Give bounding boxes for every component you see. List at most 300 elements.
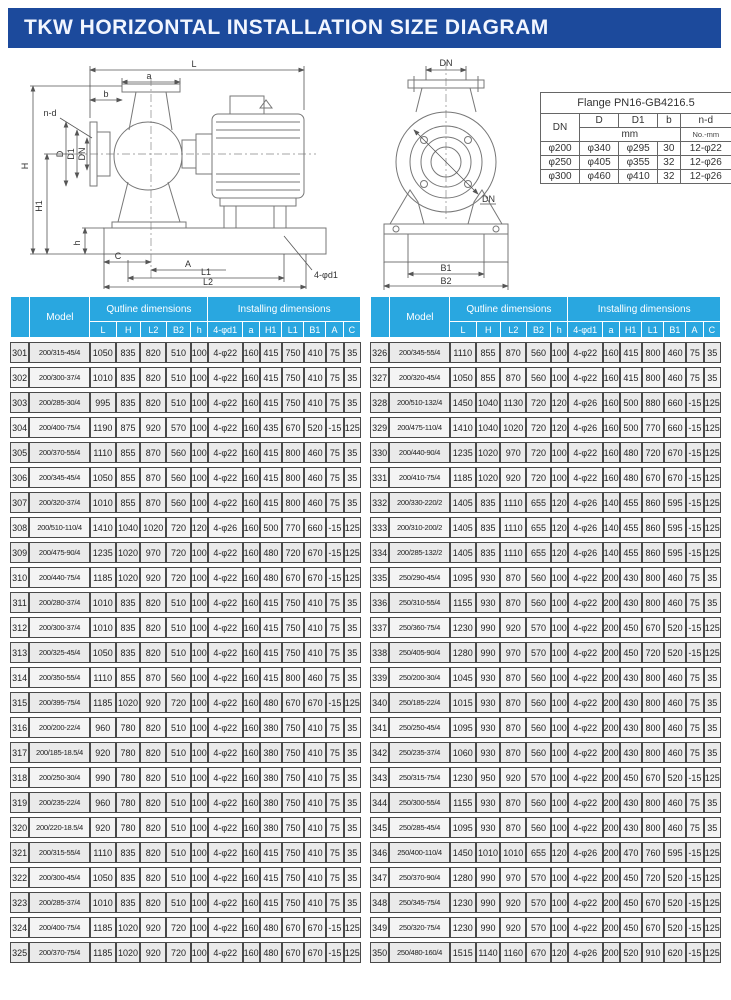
value-cell: 12-φ22 [680, 142, 731, 156]
value-cell: 990 [476, 917, 500, 938]
value-cell: 4-φ22 [208, 892, 243, 913]
value-cell: 960 [90, 717, 116, 738]
value-cell: 380 [260, 792, 282, 813]
table-row [10, 592, 361, 613]
model-cell: 200/280-37/4 [29, 592, 89, 613]
value-cell: -15 [686, 517, 703, 538]
value-cell: 415 [260, 867, 282, 888]
column-header: a [242, 322, 259, 338]
value-cell: 920 [140, 917, 166, 938]
value-cell: 1050 [90, 642, 116, 663]
value-cell: 855 [116, 667, 140, 688]
table-right-body-table [370, 338, 721, 967]
model-cell: 200/315-45/4 [29, 342, 89, 363]
value-cell: 960 [90, 792, 116, 813]
value-cell: 1020 [116, 542, 140, 563]
value-cell: 160 [243, 367, 260, 388]
value-cell: 415 [260, 642, 282, 663]
value-cell: 1050 [90, 467, 116, 488]
value-cell: 100 [191, 667, 208, 688]
value-cell: 4-φ22 [208, 542, 243, 563]
dim-h: h [72, 240, 82, 246]
value-cell: 35 [344, 392, 361, 413]
value-cell: 125 [704, 492, 721, 513]
column-header: B2 [526, 322, 550, 338]
value-cell: 100 [551, 767, 568, 788]
value-cell: 460 [664, 717, 686, 738]
value-cell: 990 [476, 642, 500, 663]
flange-table [540, 92, 731, 184]
model-header: Model [30, 297, 90, 338]
value-cell: 415 [620, 342, 642, 363]
value-cell: 100 [191, 567, 208, 588]
value-cell: 120 [551, 942, 568, 963]
value-cell: 1160 [500, 942, 526, 963]
column-header: 4-φd1 [208, 322, 243, 338]
value-cell: 750 [282, 642, 304, 663]
column-header: L2 [140, 322, 166, 338]
value-cell: 480 [620, 467, 642, 488]
value-cell: 835 [116, 617, 140, 638]
value-cell: 4-φ22 [568, 442, 603, 463]
value-cell: 4-φ26 [568, 492, 603, 513]
flange-table-title: Flange PN16-GB4216.5 [541, 93, 731, 114]
table-row [10, 892, 361, 913]
value-cell: 800 [642, 667, 664, 688]
value-cell: -15 [326, 417, 343, 438]
model-cell: 250/285-45/4 [389, 817, 449, 838]
value-cell: 1230 [450, 767, 476, 788]
value-cell: 160 [243, 392, 260, 413]
value-cell: 12-φ26 [680, 156, 731, 170]
value-cell: 875 [116, 417, 140, 438]
table-row [10, 517, 361, 538]
value-cell: 100 [551, 467, 568, 488]
value-cell: 910 [642, 942, 664, 963]
value-cell: 410 [304, 392, 326, 413]
value-cell: 560 [526, 567, 550, 588]
value-cell: 800 [642, 367, 664, 388]
value-cell: 430 [620, 717, 642, 738]
value-cell: 35 [344, 867, 361, 888]
value-cell: -15 [686, 617, 703, 638]
column-header: H1 [620, 322, 642, 338]
row-number-cell: 309 [10, 542, 29, 563]
value-cell: 415 [260, 467, 282, 488]
table-row [370, 417, 721, 438]
value-cell: 930 [476, 592, 500, 613]
table-left-half [10, 296, 361, 967]
value-cell: 100 [551, 817, 568, 838]
row-number-cell: 343 [370, 767, 389, 788]
value-cell: 100 [551, 342, 568, 363]
model-cell: 250/315-75/4 [389, 767, 449, 788]
value-cell: 930 [476, 667, 500, 688]
value-cell: 920 [90, 817, 116, 838]
column-header: a [602, 322, 619, 338]
value-cell: 870 [500, 667, 526, 688]
row-number-cell: 316 [10, 717, 29, 738]
value-cell: 1050 [450, 367, 476, 388]
table-row [370, 917, 721, 938]
value-cell: 4-φ22 [568, 817, 603, 838]
value-cell: 510 [166, 642, 190, 663]
value-cell: 4-φ22 [568, 692, 603, 713]
value-cell: 1010 [90, 367, 116, 388]
value-cell: 125 [704, 467, 721, 488]
value-cell: 200 [603, 567, 620, 588]
value-cell: 720 [166, 942, 190, 963]
value-cell: 520 [620, 942, 642, 963]
row-number-cell: 317 [10, 742, 29, 763]
installing-group-header: Installing dimensions [568, 297, 721, 322]
value-cell: 750 [282, 867, 304, 888]
value-cell: 670 [526, 942, 550, 963]
value-cell: 160 [243, 892, 260, 913]
value-cell: 620 [664, 942, 686, 963]
value-cell: 750 [282, 767, 304, 788]
value-cell: 1235 [450, 442, 476, 463]
value-cell: 920 [500, 892, 526, 913]
value-cell: 4-φ22 [568, 467, 603, 488]
model-cell: 200/440-75/4 [29, 567, 89, 588]
value-cell: 920 [500, 767, 526, 788]
model-cell: 200/510-110/4 [29, 517, 89, 538]
flange-col-d1: D1 [619, 114, 658, 128]
value-cell: 970 [500, 442, 526, 463]
value-cell: 35 [344, 767, 361, 788]
value-cell: 870 [500, 342, 526, 363]
value-cell: 4-φ22 [208, 492, 243, 513]
value-cell: 410 [304, 842, 326, 863]
value-cell: 1185 [90, 692, 116, 713]
value-cell: -15 [326, 517, 343, 538]
table-row [370, 717, 721, 738]
value-cell: 835 [476, 542, 500, 563]
value-cell: 100 [191, 767, 208, 788]
value-cell: 125 [344, 517, 361, 538]
model-cell: 200/300-37/4 [29, 617, 89, 638]
value-cell: 1010 [90, 892, 116, 913]
value-cell: 595 [664, 842, 686, 863]
value-cell: 410 [304, 742, 326, 763]
value-cell: 510 [166, 617, 190, 638]
table-row [10, 742, 361, 763]
value-cell: 32 [658, 170, 680, 184]
value-cell: 750 [282, 617, 304, 638]
value-cell: 460 [664, 792, 686, 813]
value-cell: 920 [500, 917, 526, 938]
value-cell: 720 [642, 442, 664, 463]
dim-A: A [184, 259, 192, 269]
value-cell: 160 [243, 492, 260, 513]
value-cell: 570 [166, 417, 190, 438]
table-row [10, 367, 361, 388]
title-banner [8, 8, 721, 48]
row-number-cell: 329 [370, 417, 389, 438]
value-cell: 410 [304, 892, 326, 913]
value-cell: 200 [603, 842, 620, 863]
value-cell: 100 [191, 467, 208, 488]
value-cell: 930 [476, 742, 500, 763]
value-cell: 75 [326, 717, 343, 738]
value-cell: 4-φ26 [568, 842, 603, 863]
value-cell: 1230 [450, 892, 476, 913]
value-cell: 480 [260, 692, 282, 713]
table-row [10, 342, 361, 363]
row-number-cell: 302 [10, 367, 29, 388]
row-number-cell: 307 [10, 492, 29, 513]
value-cell: 970 [500, 867, 526, 888]
front-dim-B1: B1 [440, 263, 452, 273]
value-cell: 200 [603, 942, 620, 963]
value-cell: 835 [116, 842, 140, 863]
value-cell: 410 [304, 342, 326, 363]
row-number-cell: 342 [370, 742, 389, 763]
value-cell: 920 [500, 617, 526, 638]
table-row [370, 617, 721, 638]
value-cell: 160 [243, 942, 260, 963]
value-cell: 100 [191, 817, 208, 838]
value-cell: 930 [476, 567, 500, 588]
value-cell: 120 [551, 517, 568, 538]
value-cell: 500 [620, 417, 642, 438]
value-cell: 120 [551, 492, 568, 513]
value-cell: 4-φ22 [208, 467, 243, 488]
model-cell: 200/285-37/4 [29, 892, 89, 913]
value-cell: 855 [476, 342, 500, 363]
value-cell: 160 [243, 567, 260, 588]
value-cell: 100 [551, 717, 568, 738]
value-cell: 570 [526, 892, 550, 913]
value-cell: 35 [704, 592, 721, 613]
table-row [10, 817, 361, 838]
value-cell: 4-φ22 [208, 867, 243, 888]
value-cell: 720 [526, 442, 550, 463]
value-cell: 100 [551, 792, 568, 813]
value-cell: 450 [620, 917, 642, 938]
value-cell: 1230 [450, 617, 476, 638]
dim-a: a [146, 71, 152, 81]
value-cell: 160 [243, 717, 260, 738]
value-cell: 4-φ22 [208, 342, 243, 363]
table-row [10, 692, 361, 713]
value-cell: 1110 [450, 342, 476, 363]
model-cell: φ460 [580, 170, 619, 184]
value-cell: 125 [704, 517, 721, 538]
value-cell: 35 [344, 717, 361, 738]
table-row [370, 817, 721, 838]
value-cell: -15 [686, 917, 703, 938]
value-cell: 200 [603, 642, 620, 663]
value-cell: 1050 [90, 867, 116, 888]
value-cell: 780 [116, 792, 140, 813]
table-row [541, 142, 731, 156]
value-cell: 200 [603, 617, 620, 638]
row-number-cell: 327 [370, 367, 389, 388]
flange-col-nd: n-d [680, 114, 731, 128]
value-cell: 800 [642, 592, 664, 613]
value-cell: 520 [304, 417, 326, 438]
value-cell: 75 [326, 817, 343, 838]
value-cell: 4-φ22 [208, 842, 243, 863]
column-header: H [476, 322, 500, 338]
value-cell: 100 [551, 667, 568, 688]
value-cell: 470 [620, 842, 642, 863]
model-cell: 250/200-30/4 [389, 667, 449, 688]
value-cell: 510 [166, 892, 190, 913]
value-cell: 670 [642, 767, 664, 788]
value-cell: 520 [664, 617, 686, 638]
column-header: B1 [304, 322, 326, 338]
model-cell: 250/400-110/4 [389, 842, 449, 863]
value-cell: φ295 [619, 142, 658, 156]
model-cell: 200/200-22/4 [29, 717, 89, 738]
value-cell: 870 [500, 592, 526, 613]
value-cell: 460 [664, 667, 686, 688]
value-cell: 1110 [90, 442, 116, 463]
value-cell: 100 [551, 617, 568, 638]
value-cell: 410 [304, 642, 326, 663]
value-cell: 750 [282, 842, 304, 863]
value-cell: 380 [260, 717, 282, 738]
table-row [370, 542, 721, 563]
value-cell: 990 [476, 617, 500, 638]
value-cell: 655 [526, 842, 550, 863]
value-cell: 12-φ26 [680, 170, 731, 184]
value-cell: 670 [642, 917, 664, 938]
row-number-cell: 347 [370, 867, 389, 888]
value-cell: 35 [704, 567, 721, 588]
value-cell: 455 [620, 542, 642, 563]
value-cell: 920 [140, 692, 166, 713]
value-cell: 35 [704, 342, 721, 363]
value-cell: 100 [551, 367, 568, 388]
row-number-cell: 324 [10, 917, 29, 938]
value-cell: -15 [686, 642, 703, 663]
value-cell: 415 [260, 842, 282, 863]
value-cell: 125 [344, 542, 361, 563]
value-cell: 75 [326, 342, 343, 363]
value-cell: 1450 [450, 392, 476, 413]
value-cell: 140 [603, 492, 620, 513]
value-cell: 1110 [90, 842, 116, 863]
value-cell: 500 [620, 392, 642, 413]
value-cell: 570 [526, 767, 550, 788]
table-row [370, 367, 721, 388]
value-cell: 125 [704, 417, 721, 438]
model-cell: 250/370-90/4 [389, 867, 449, 888]
value-cell: -15 [686, 417, 703, 438]
value-cell: 750 [282, 392, 304, 413]
model-cell: 200/370-75/4 [29, 942, 89, 963]
value-cell: 125 [704, 917, 721, 938]
value-cell: 720 [282, 542, 304, 563]
value-cell: 415 [260, 667, 282, 688]
value-cell: 100 [551, 917, 568, 938]
value-cell: 35 [344, 492, 361, 513]
row-number-cell: 331 [370, 467, 389, 488]
value-cell: 820 [140, 742, 166, 763]
value-cell: 35 [344, 592, 361, 613]
value-cell: -15 [686, 942, 703, 963]
value-cell: 1010 [90, 617, 116, 638]
value-cell: 870 [500, 792, 526, 813]
row-number-cell: 322 [10, 867, 29, 888]
column-header: B1 [664, 322, 686, 338]
value-cell: 160 [243, 667, 260, 688]
table-row [10, 917, 361, 938]
model-cell: 200/250-30/4 [29, 767, 89, 788]
value-cell: 450 [620, 892, 642, 913]
table-left-body-table [10, 338, 361, 967]
value-cell: 100 [191, 442, 208, 463]
value-cell: 4-φ22 [208, 717, 243, 738]
value-cell: 200 [603, 592, 620, 613]
value-cell: 4-φ22 [568, 642, 603, 663]
value-cell: 4-φ22 [208, 667, 243, 688]
value-cell: 120 [551, 392, 568, 413]
value-cell: 570 [526, 867, 550, 888]
value-cell: 35 [344, 892, 361, 913]
table-row [10, 467, 361, 488]
value-cell: 780 [116, 817, 140, 838]
value-cell: 100 [551, 442, 568, 463]
value-cell: 1110 [90, 667, 116, 688]
value-cell: 820 [140, 767, 166, 788]
value-cell: 920 [500, 467, 526, 488]
value-cell: 160 [243, 417, 260, 438]
row-number-cell: 323 [10, 892, 29, 913]
outline-group-header: Qutline dimensions [450, 297, 568, 322]
value-cell: 990 [476, 892, 500, 913]
model-cell: 200/285-30/4 [29, 392, 89, 413]
dim-L2: L2 [202, 277, 214, 287]
value-cell: 870 [140, 667, 166, 688]
value-cell: 4-φ22 [208, 742, 243, 763]
value-cell: 820 [140, 817, 166, 838]
value-cell: 160 [243, 692, 260, 713]
table-right-body [370, 342, 721, 963]
column-header: h [191, 322, 208, 338]
value-cell: 4-φ22 [208, 917, 243, 938]
value-cell: 510 [166, 342, 190, 363]
value-cell: -15 [326, 567, 343, 588]
row-number-cell: 338 [370, 642, 389, 663]
value-cell: 200 [603, 867, 620, 888]
model-cell: 250/345-75/4 [389, 892, 449, 913]
value-cell: 4-φ22 [208, 767, 243, 788]
value-cell: 160 [603, 367, 620, 388]
value-cell: 860 [642, 542, 664, 563]
value-cell: 100 [551, 642, 568, 663]
value-cell: 1410 [90, 517, 116, 538]
model-cell: 250/250-45/4 [389, 717, 449, 738]
value-cell: 75 [686, 742, 703, 763]
front-dim-B2: B2 [440, 276, 452, 286]
value-cell: 1185 [90, 942, 116, 963]
value-cell: 100 [551, 742, 568, 763]
table-right-header [370, 296, 721, 338]
value-cell: 800 [642, 717, 664, 738]
value-cell: 835 [116, 392, 140, 413]
value-cell: 200 [603, 717, 620, 738]
value-cell: 4-φ26 [208, 517, 243, 538]
value-cell: 35 [344, 817, 361, 838]
value-cell: 120 [191, 517, 208, 538]
table-row [370, 892, 721, 913]
value-cell: 870 [500, 367, 526, 388]
